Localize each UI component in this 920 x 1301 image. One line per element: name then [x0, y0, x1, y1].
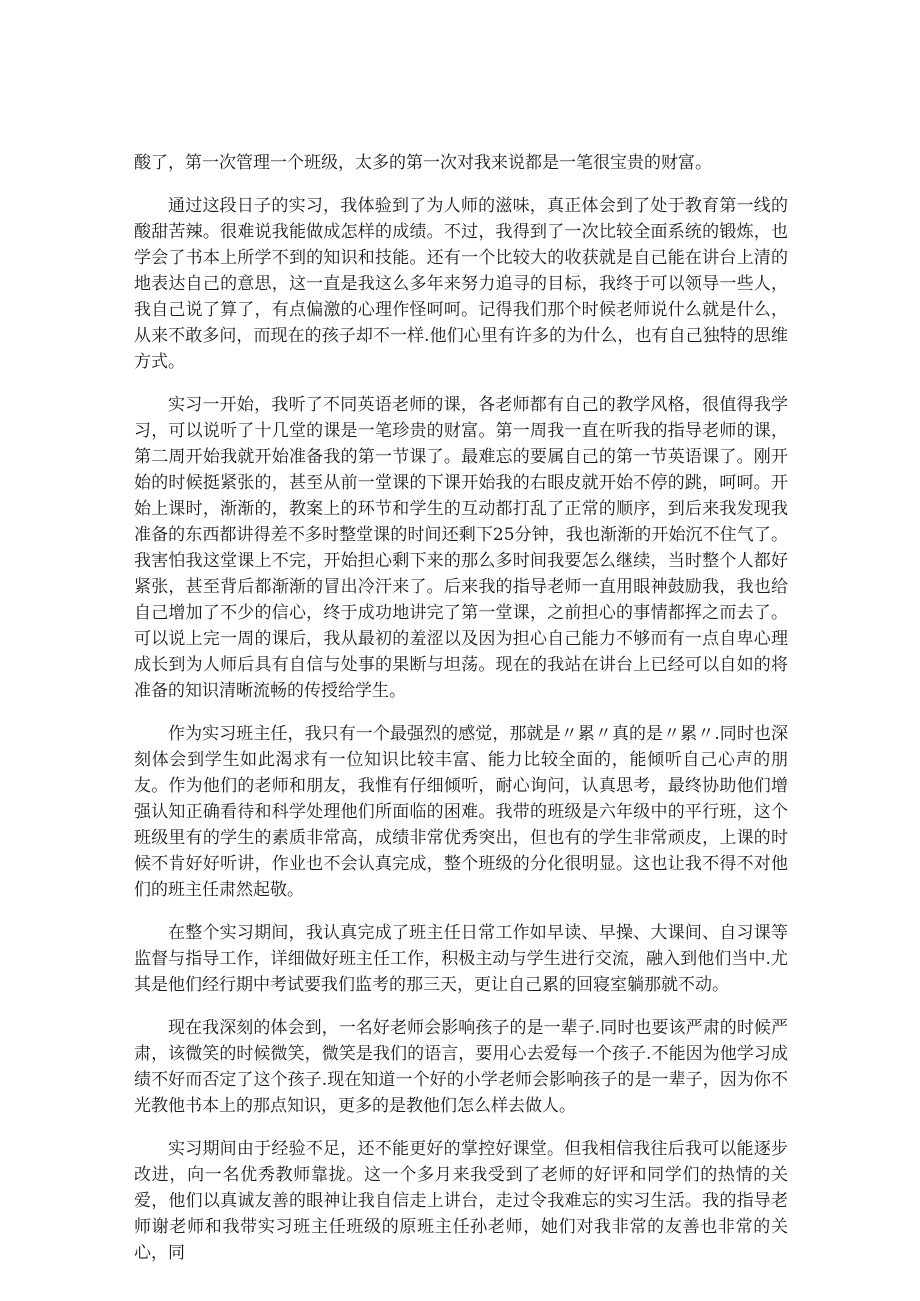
paragraph-5: 在整个实习期间，我认真完成了班主任日常工作如早读、早操、大课间、自习课等监督与指导工作，详细做好班主任工作，积极主动与学生进行交流，融入到他们当中.尤其是他们经行期中考试要我们监考的那三天，更让自己累的回寝室躺那就不动。 [134, 923, 788, 995]
paragraph-3: 实习一开始，我听了不同英语老师的课，各老师都有自己的教学风格，很值得我学习，可以说听了十几堂的课是一笔珍贵的财富。第一周我一直在听我的指导老师的课，第二周开始我就开始准备我的第一节课了。最难忘的要属自己的第一节英语课了。刚开始的时候挺紧张的，甚至从前一堂课的下课开始我的右眼皮就开始不停的跳，呵呵。开始上课时，渐渐的，教案上的环节和学生的互动都打乱了正常的顺序，到后来我发现我准备的东西都讲得差不多时整堂课的时间还剩下25分钟，我也渐渐的开始沉不住气了。我害怕我这堂课上不完，开始担心剩下来的那么多时间我要怎么继续，当时整个人都好紧张，甚至背后都渐渐的冒出冷汗来了。后来我的指导老师一直用眼神鼓励我，我也给自己增加了不少的信心，终于成功地讲完了第一堂课，之前担心的事情都挥之而去了。可以说上完一周的课后，我从最初的羞涩以及因为担心自己能力不够而有一点自卑心理成长到为人师后具有自信与处事的果断与坦荡。现在的我站在讲台上已经可以自如的将准备的知识清晰流畅的传授给学生。 [134, 395, 788, 701]
paragraph-1: 酸了，第一次管理一个班级，太多的第一次对我来说都是一笔很宝贵的财富。 [134, 153, 712, 173]
paragraph-2: 通过这段日子的实习，我体验到了为人师的滋味，真正体会到了处于教育第一线的酸甜苦辣。很难说我能做成怎样的成绩。不过，我得到了一次比较全面系统的锻炼，也学会了书本上所学不到的知识和技能。还有一个比较大的收获就是自己能在讲台上清的地表达自己的意思，这一直是我这么多年来努力追寻的目标，我终于可以领导一些人，我自己说了算了，有点偏激的心理作怪呵呵。记得我们那个时候老师说什么就是什么，从来不敢多问，而现在的孩子却不一样.他们心里有许多的为什么，也有自己独特的思维方式。 [134, 196, 788, 372]
document-body [134, 150, 788, 1283]
paragraph-6: 现在我深刻的体会到，一名好老师会影响孩子的是一辈子.同时也要该严肃的时候严肃，该微笑的时候微笑，微笑是我们的语言，要用心去爱每一个孩子.不能因为他学习成绩不好而否定了这个孩子.现在知道一个好的小学老师会影响孩子的是一辈子，因为你不光教他书本上的那点知识，更多的是教他们怎么样去做人。 [134, 1018, 788, 1116]
paragraph-7: 实习期间由于经验不足，还不能更好的掌控好课堂。但我相信我往后我可以能逐步改进，向一名优秀教师靠拢。这一个多月来我受到了老师的好评和同学们的热情的关爱，他们以真诚友善的眼神让我自信走上讲台，走过令我难忘的实习生活。我的指导老师谢老师和我带实习班主任班级的原班主任孙老师，她们对我非常的友善也非常的关心，同 [134, 1139, 788, 1263]
paragraph-4: 作为实习班主任，我只有一个最强烈的感觉，那就是〃累〃真的是〃累〃.同时也深刻体会到学生如此渴求有一位知识比较丰富、能力比较全面的，能倾听自己心声的朋友。作为他们的老师和朋友，我惟有仔细倾听，耐心询问，认真思考，最终协助他们增强认知正确看待和科学处理他们所面临的困难。我带的班级是六年级中的平行班，这个班级里有的学生的素质非常高，成绩非常优秀突出，但也有的学生非常顽皮，上课的时候不肯好好听讲，作业也不会认真完成，整个班级的分化很明显。这也让我不得不对他们的班主任肃然起敬。 [134, 724, 788, 900]
